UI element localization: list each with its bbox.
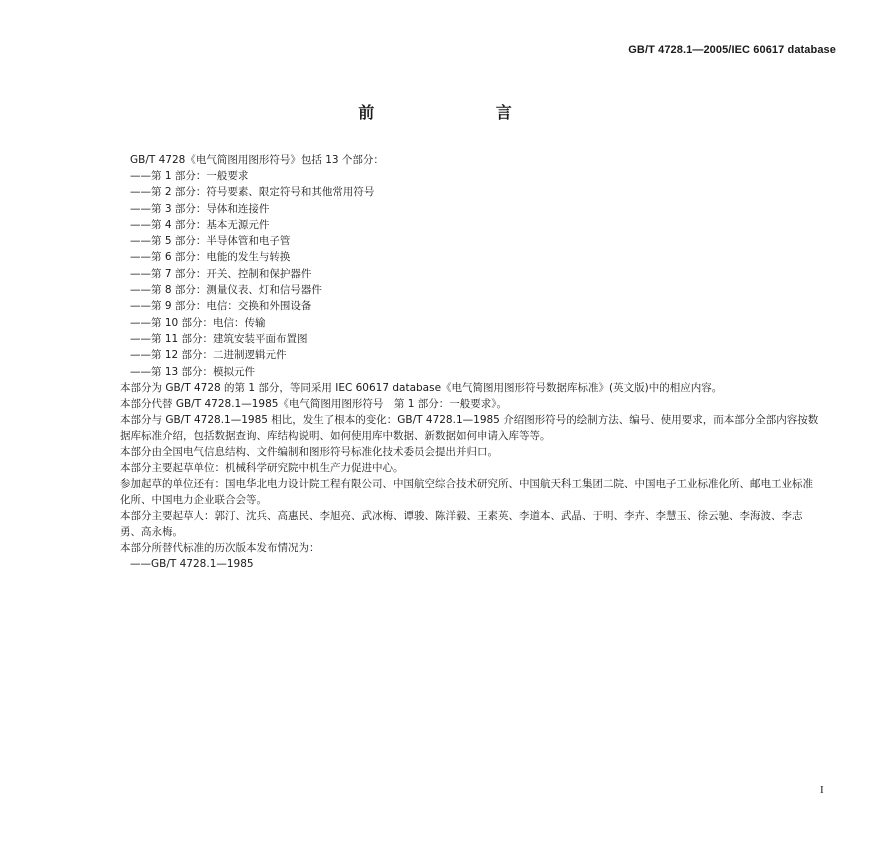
list-item: ——第 11 部分：建筑安装平面布置图 <box>130 332 308 345</box>
list-item: ——第 13 部分：模拟元件 <box>130 365 256 378</box>
paragraph: 本部分主要起草人：郭汀、沈兵、高惠民、李旭亮、武冰梅、谭骏、陈洋毅、王素英、李道本、武晶、于明、李卉、李慧玉、徐云驰、李海波、李志勇、高永梅。 <box>120 509 803 538</box>
paragraph: 本部分主要起草单位：机械科学研究院中机生产力促进中心。 <box>120 461 404 474</box>
intro-text: GB/T 4728《电气简图用图形符号》包括 13 个部分： <box>130 154 384 166</box>
list-item: ——第 4 部分：基本无源元件 <box>130 218 270 231</box>
page-title: 前 言 <box>358 103 570 122</box>
list-item: ——第 2 部分：符号要素、限定符号和其他常用符号 <box>130 186 375 199</box>
page-number: I <box>820 784 824 796</box>
list-item: ——第 5 部分：半导体管和电子管 <box>130 235 291 248</box>
list-item: ——第 1 部分：一般要求 <box>130 170 249 182</box>
list-item: ——第 12 部分：二进制逻辑元件 <box>130 349 287 362</box>
paragraph: 本部分代替 GB/T 4728.1—1985《电气简图用图形符号 第 1 部分：一般要求》。 <box>120 397 508 410</box>
list-item: ——第 6 部分：电能的发生与转换 <box>130 251 291 264</box>
standard-code: GB/T 4728.1—2005/IEC 60617 database <box>628 44 836 56</box>
paragraph: 本部分与 GB/T 4728.1—1985 相比，发生了根本的变化：GB/T 4728.1—1985 介绍图形符号的绘制方法、编号、使用要求，而本部分全部内容按数据库标准介绍，包括数据查询、库结构说明、如何使用库中数据、新数据如何申请入库等等。 <box>120 413 819 442</box>
list-item: ——第 10 部分：电信：传输 <box>130 316 266 329</box>
list-item: ——第 3 部分：导体和连接件 <box>130 202 270 215</box>
paragraph: 参加起草的单位还有：国电华北电力设计院工程有限公司、中国航空综合技术研究所、中国航天科工集团二院、中国电子工业标准化所、邮电工业标准化所、中国电力企业联合会等。 <box>120 477 813 506</box>
list-item: ——第 7 部分：开关、控制和保护器件 <box>130 267 312 280</box>
replaced-standard: ——GB/T 4728.1—1985 <box>130 557 254 570</box>
paragraph: 本部分所替代标准的历次版本发布情况为： <box>120 541 320 554</box>
document-body <box>120 152 820 572</box>
list-item: ——第 9 部分：电信：交换和外围设备 <box>130 300 312 313</box>
list-item: ——第 8 部分：测量仪表、灯和信号器件 <box>130 284 322 297</box>
paragraph: 本部分为 GB/T 4728 的第 1 部分，等同采用 IEC 60617 database《电气简图用图形符号数据库标准》(英文版)中的相应内容。 <box>120 381 723 394</box>
paragraph: 本部分由全国电气信息结构、文件编制和图形符号标准化技术委员会提出并归口。 <box>120 445 498 458</box>
